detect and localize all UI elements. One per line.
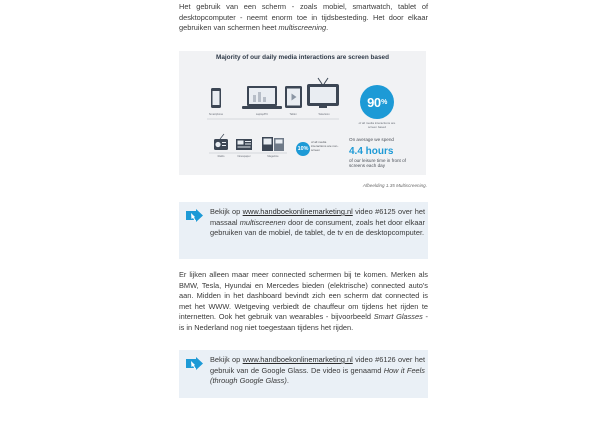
handboek-link[interactable]: www.handboekonlinemarketing.nl xyxy=(242,207,353,216)
connected-screens-paragraph xyxy=(179,270,428,334)
device-label-laptop: Laptop/PC xyxy=(255,113,269,116)
radio-icon xyxy=(214,134,228,150)
screen-percentage-unit: % xyxy=(381,98,387,106)
callout-middle: video #6125 over het massaal xyxy=(210,207,426,227)
screen-percentage-badge xyxy=(360,85,394,119)
callout-middle: video #6126 over het gebruik van de Google Glass. De video is genaamd xyxy=(210,355,426,375)
callout-emphasis: multiscreenen xyxy=(239,217,286,227)
screen-percentage-note: of all media interactions are screen based xyxy=(358,121,396,129)
tablet-icon xyxy=(285,86,302,108)
callout-text xyxy=(210,355,425,387)
callout-emphasis: How it Feels (through Google Glass) xyxy=(210,365,426,386)
media-label-radio: Radio xyxy=(217,155,225,158)
callout-lead: Bekijk op xyxy=(210,207,243,216)
average-time-value: 4.4 hours xyxy=(349,146,394,157)
intro-text-end: . xyxy=(326,23,329,33)
video-callout-6126 xyxy=(179,350,428,398)
laptop-icon xyxy=(242,86,282,109)
device-label-television: Television xyxy=(318,113,330,116)
callout-text xyxy=(210,207,425,239)
magazine-icon xyxy=(262,137,284,151)
body2-emphasis: Smart Glasses xyxy=(373,312,423,322)
non-screen-percentage-badge: 10% xyxy=(296,142,310,156)
body2-text: Er lijken alleen maar meer connected schermen bij te komen. Merken als BMW, Tesla, Hyundai en Mercedes bieden (elektrische) connected auto's aan. Midden in het dashboard bevindt zich een scherm dat connected is met het WWW. Wetgeving verbiedt de chauffeur om tijdens het rijden te internetten. Ook het gebruik van wearables - bijvoorbeeld xyxy=(179,270,428,322)
non-screen-percentage-note: of all media interactions are non-screen xyxy=(311,140,339,152)
television-icon xyxy=(307,78,339,108)
average-time-detail: of our leisure time in front of screens each day xyxy=(349,158,406,169)
intro-paragraph xyxy=(179,2,428,34)
smartphone-icon xyxy=(211,88,221,108)
newspaper-icon xyxy=(236,139,252,150)
callout-tail: . xyxy=(286,376,289,386)
body2-text-end: - is in Nederland nog niet toegestaan tijdens het rijden. xyxy=(179,312,428,332)
average-time-intro: On average we spend xyxy=(349,137,394,142)
media-label-newspaper: Newspaper xyxy=(237,155,251,158)
video-pointer-icon xyxy=(186,357,203,370)
intro-text: Het gebruik van een scherm - zoals mobiel, smartwatch, tablet of desktopcomputer - neemt enorm toe in tijdsbesteding. Het door elkaar gebruiken van schermen heet xyxy=(179,2,428,33)
handboek-link[interactable]: www.handboekonlinemarketing.nl xyxy=(242,355,353,364)
multiscreening-infographic xyxy=(179,51,426,175)
figure-caption: Afbeelding 1.35 Multiscreening. xyxy=(362,183,427,188)
infographic-title: Majority of our daily media interactions are screen based xyxy=(216,54,389,61)
callout-tail: door de consument, zoals het door elkaar gebruiken van de mobiel, de tablet, de tv en de desktopcomputer. xyxy=(210,217,425,238)
video-pointer-icon xyxy=(186,209,203,222)
media-label-magazine: Magazine xyxy=(267,155,279,158)
callout-lead: Bekijk op xyxy=(210,355,243,364)
screen-percentage-value: 90 xyxy=(367,94,381,110)
intro-emphasis: multiscreening xyxy=(278,23,327,33)
device-label-tablet: Tablet xyxy=(289,113,297,116)
video-callout-6125 xyxy=(179,202,428,259)
device-label-smartphone: Smartphone xyxy=(208,113,224,116)
